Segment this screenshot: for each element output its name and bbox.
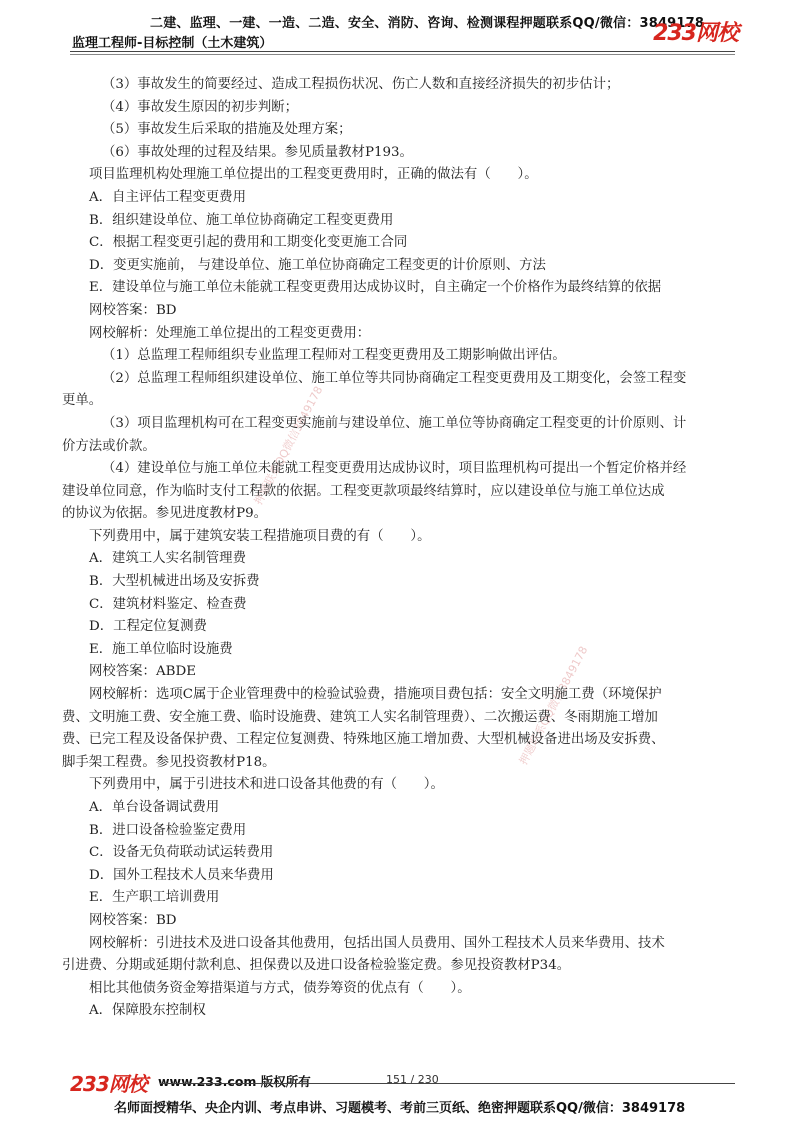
header-subtitle: 监理工程师-目标控制（土木建筑） — [72, 36, 273, 51]
q3-stem: 下列费用中，属于引进技术和进口设备其他费的有（ ）。 — [89, 777, 444, 793]
q1-analysis-title: 网校解析：处理施工单位提出的工程变更费用： — [89, 325, 371, 341]
q1-answer: 网校答案：BD — [89, 302, 177, 318]
q1-analysis-2-line1: （2）总监理工程师组织建设单位、施工单位等共同协商确定工程变更费用及工期变化，会签工程变 — [102, 370, 687, 386]
footer-promo: 名师面授精华、央企内训、考点串讲、习题模考、考前三页纸、绝密押题联系QQ/微信：3849178 — [114, 1101, 686, 1116]
footer-site[interactable]: www.233.com 版权所有 — [158, 1074, 311, 1089]
q1-analysis-3-line2: 价方法或价款。 — [62, 438, 156, 454]
q2-option-e: E．施工单位临时设施费 — [89, 641, 233, 657]
q3-option-a: A．单台设备调试费用 — [89, 800, 220, 815]
q3-option-b: B．进口设备检验鉴定费用 — [89, 822, 247, 838]
page-number: 151 / 230 — [386, 1073, 439, 1086]
q2-analysis-line4: 脚手架工程费。参见投资教材P18。 — [62, 754, 276, 770]
q1-analysis-2-line2: 更单。 — [62, 393, 103, 409]
accident-item-4: （4）事故发生原因的初步判断； — [102, 99, 298, 115]
accident-item-3: （3）事故发生的简要经过、造成工程损伤状况、伤亡人数和直接经济损失的初步估计； — [102, 77, 620, 92]
q4-stem: 相比其他债务资金筹措渠道与方式，债券筹资的优点有（ ）。 — [89, 980, 471, 996]
q2-option-b: B．大型机械进出场及安拆费 — [89, 574, 260, 590]
q2-analysis-line2: 费、文明施工费、安全施工费、临时设施费、建筑工人实名制管理费）、二次搬运费、冬雨期施工增加 — [62, 709, 658, 725]
q2-option-a: A．建筑工人实名制管理费 — [89, 551, 246, 567]
q2-option-d: D．工程定位复测费 — [89, 619, 207, 635]
q2-analysis-line1: 网校解析：选项C属于企业管理费中的检验试验费，措施项目费包括：安全文明施工费（环境保护 — [89, 687, 662, 703]
q2-analysis-line3: 费、已完工程及设备保护费、工程定位复测费、特殊地区施工增加费、大型机械设备进出场及安拆费、 — [62, 732, 665, 748]
document-body — [62, 74, 745, 1023]
accident-item-6: （6）事故处理的过程及结果。参见质量教材P193。 — [102, 144, 413, 160]
q1-analysis-1: （1）总监理工程师组织专业监理工程师对工程变更费用及工期影响做出评估。 — [102, 348, 566, 364]
q1-option-b: B．组织建设单位、施工单位协商确定工程变更费用 — [89, 212, 394, 228]
watermark-1: 押题联系QQ微信3849178 — [251, 384, 326, 508]
q1-option-e: E．建设单位与施工单位未能就工程变更费用达成协议时，自主确定一个价格作为最终结算的依据 — [89, 280, 662, 296]
q1-option-a: A．自主评估工程变更费用 — [89, 189, 246, 205]
q1-analysis-3-line1: （3）项目监理机构可在工程变更实施前与建设单位、施工单位等协商确定工程变更的计价原则、计 — [102, 415, 687, 431]
q4-option-a: A．保障股东控制权 — [89, 1003, 206, 1019]
q1-analysis-4-line2: 建设单位同意，作为临时支付工程款的依据。工程变更款项最终结算时，应以建设单位与施工单位达成 — [62, 483, 665, 499]
header-rule — [70, 51, 735, 52]
header-rule-thin — [70, 54, 735, 55]
q3-option-e: E．生产职工培训费用 — [89, 890, 220, 906]
q3-option-d: D．国外工程技术人员来华费用 — [89, 867, 274, 883]
q2-option-c: C．建筑材料鉴定、检查费 — [89, 596, 247, 612]
q2-answer: 网校答案：ABDE — [89, 664, 196, 680]
accident-item-5: （5）事故发生后采取的措施及处理方案； — [102, 122, 352, 138]
q1-option-d: D．变更实施前， 与建设单位、施工单位协商确定工程变更的计价原则、方法 — [89, 257, 546, 273]
watermark-2: 押题联系QQ微信3849178 — [516, 644, 591, 768]
footer-logo[interactable]: 233网校 — [70, 1072, 147, 1096]
q3-answer: 网校答案：BD — [89, 912, 177, 928]
footer-rule — [160, 1083, 735, 1084]
q1-option-c: C．根据工程变更引起的费用和工期变化变更施工合同 — [89, 235, 408, 251]
q3-analysis-line1: 网校解析：引进技术及进口设备其他费用，包括出国人员费用、国外工程技术人员来华费用、技术 — [89, 935, 665, 951]
header-logo[interactable]: 233网校 — [653, 21, 738, 46]
q3-analysis-line2: 引进费、分期或延期付款利息、担保费以及进口设备检验鉴定费。参见投资教材P34。 — [62, 958, 571, 974]
q1-stem: 项目监理机构处理施工单位提出的工程变更费用时，正确的做法有（ ）。 — [89, 167, 538, 183]
q1-analysis-4-line3: 的协议为依据。参见进度教材P9。 — [62, 506, 267, 522]
q3-option-c: C．设备无负荷联动试运转费用 — [89, 845, 274, 861]
q1-analysis-4-line1: （4）建设单位与施工单位未能就工程变更费用达成协议时，项目监理机构可提出一个暂定价格并经 — [102, 461, 687, 477]
header-promo: 二建、监理、一建、一造、二造、安全、消防、咨询、检测课程押题联系QQ/微信：3849178 — [150, 16, 705, 31]
q2-stem: 下列费用中，属于建筑安装工程措施项目费的有（ ）。 — [89, 528, 431, 544]
